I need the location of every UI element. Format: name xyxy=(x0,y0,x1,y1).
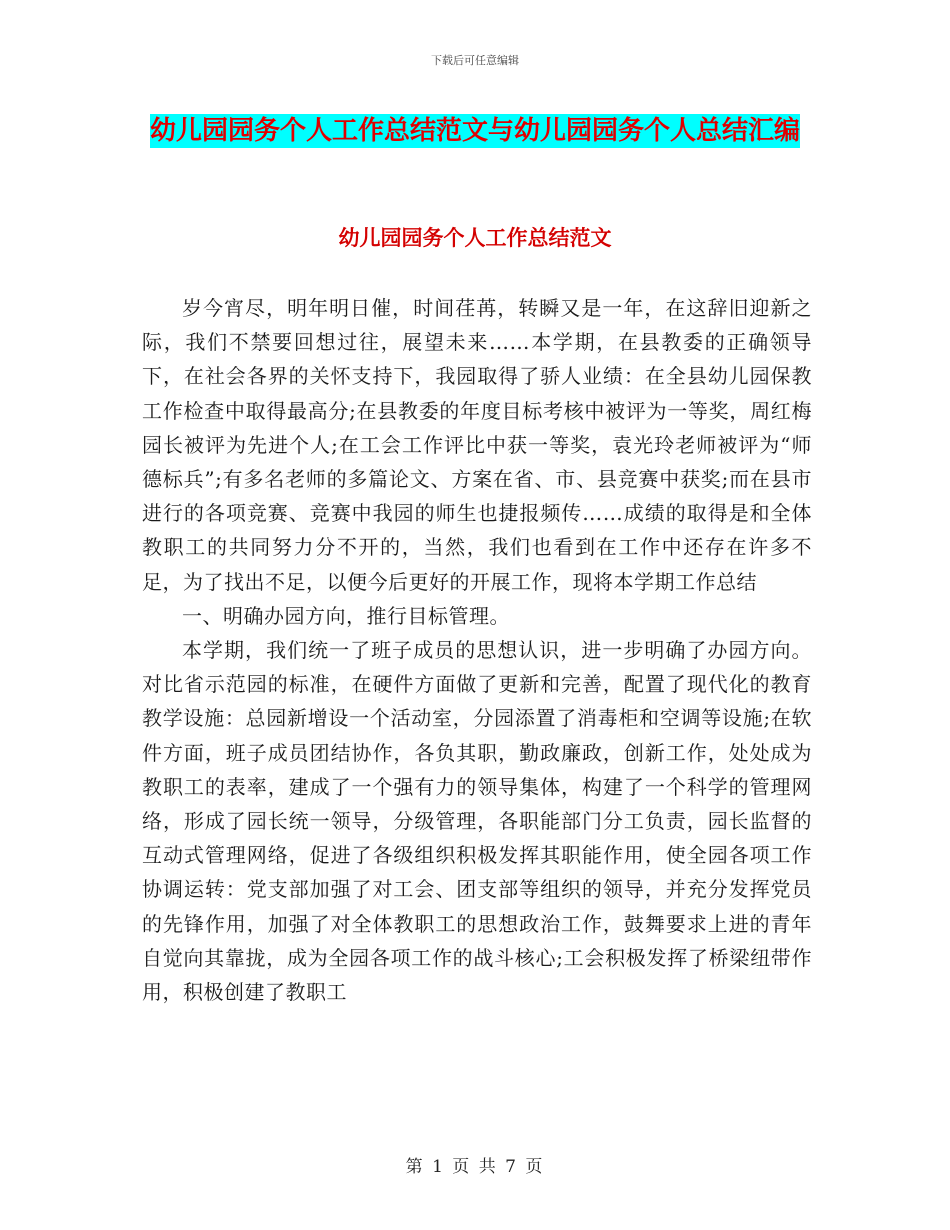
section-title: 幼儿园园务个人工作总结范文 xyxy=(338,226,612,250)
paragraph-heading: 一、明确办园方向，推行目标管理。 xyxy=(182,603,510,628)
document-body xyxy=(142,291,812,1009)
page-number: 第 1 页 共 7 页 xyxy=(405,1157,545,1177)
paragraph: 本学期，我们统一了班子成员的思想认识，进一步明确了办园方向。对比省示范园的标准，在硬件方面做了更新和完善，配置了现代化的教育教学设施：总园新增设一个活动室，分园添置了消毒柜和空调等设施;在软件方面，班子成员团结协作，各负其职，勤政廉政，创新工作，处处成为教职工的表率，建成了一个强有力的领导集体，构建了一个科学的管理网络，形成了园长统一领导，分级管理，各职能部门分工负责，园长监督的互动式管理网络，促进了各级组织积极发挥其职能作用，使全园各项工作协调运转：党支部加强了对工会、团支部等组织的领导，并充分发挥党员的先锋作用，加强了对全体教职工的思想政治工作，鼓舞要求上进的青年自觉向其靠拢，成为全园各项工作的战斗核心;工会积极发挥了桥梁纽带作用，积极创建了教职工 xyxy=(142,638,812,1005)
paragraph: 岁今宵尽，明年明日催，时间荏苒，转瞬又是一年，在这辞旧迎新之际，我们不禁要回想过往，展望未来……本学期，在县教委的正确领导下，在社会各界的关怀支持下，我园取得了骄人业绩：在全县幼儿园保教工作检查中取得最高分;在县教委的年度目标考核中被评为一等奖，周红梅园长被评为先进个人;在工会工作评比中获一等奖，袁光玲老师被评为“师德标兵”;有多名老师的多篇论文、方案在省、市、县竞赛中获奖;而在县市进行的各项竞赛、竞赛中我园的师生也捷报频传……成绩的取得是和全体教职工的共同努力分不开的，当然，我们也看到在工作中还存在许多不足，为了找出不足，以便今后更好的开展工作，现将本学期工作总结 xyxy=(142,296,812,594)
document-title-text: 幼儿园园务个人工作总结范文与幼儿园园务个人总结汇编 xyxy=(149,116,800,146)
page-header-note: 下载后可任意编辑 xyxy=(431,54,519,67)
document-title xyxy=(145,108,805,154)
